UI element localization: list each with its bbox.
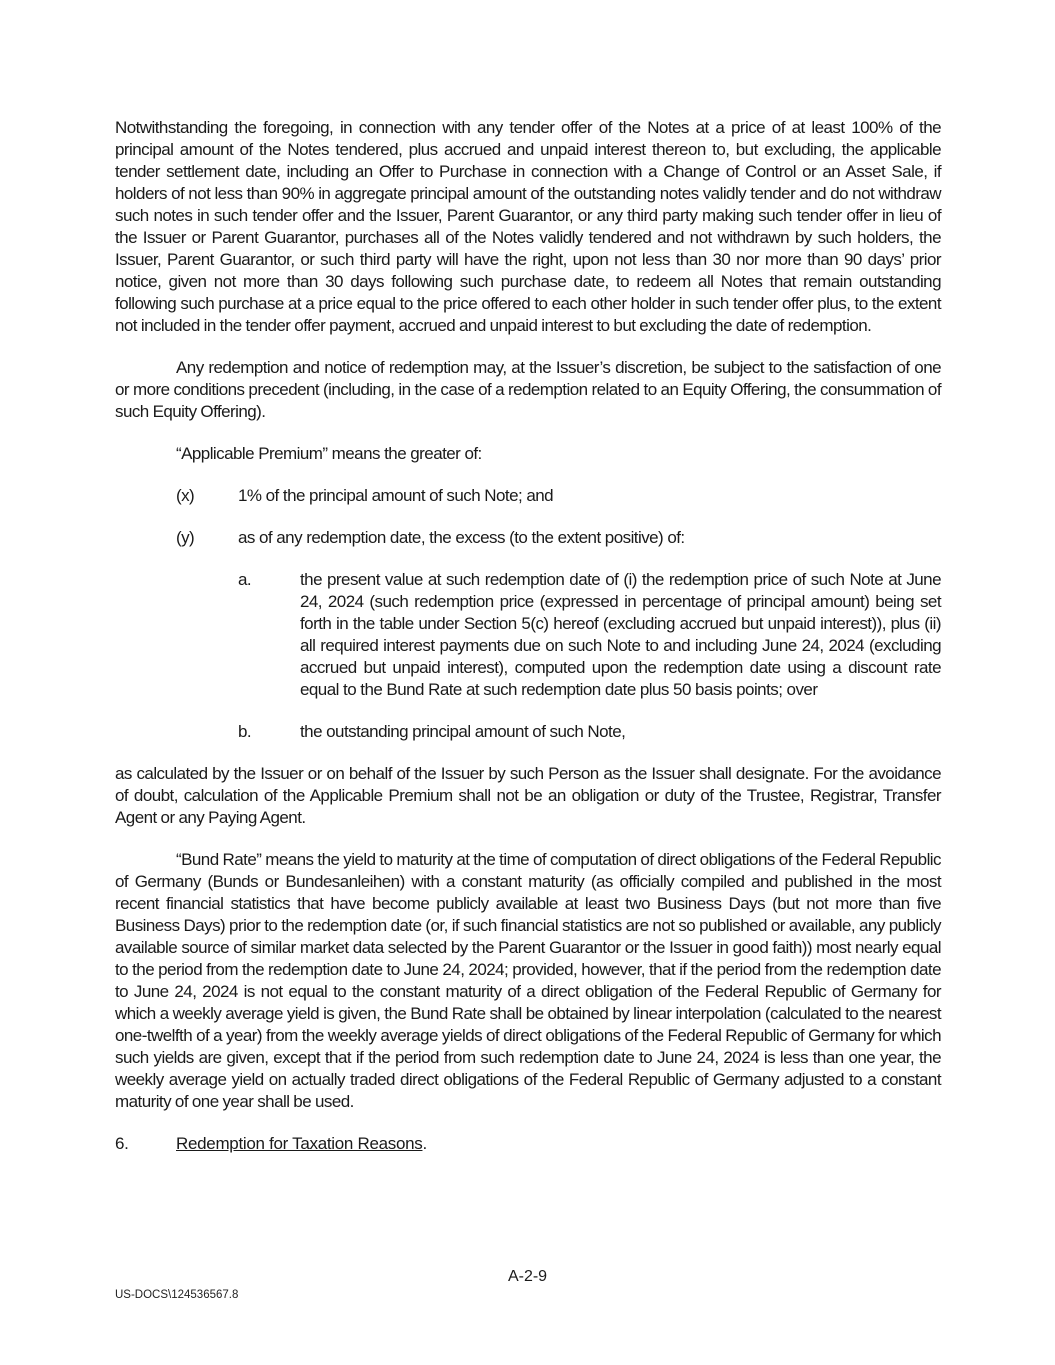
sub-item-a bbox=[238, 569, 941, 701]
list-marker: a. bbox=[238, 570, 252, 589]
section-title-period: . bbox=[422, 1134, 427, 1153]
page-number-label: A-2-9 bbox=[507, 1268, 548, 1285]
premium-item-x bbox=[176, 485, 941, 507]
section-heading bbox=[115, 1133, 941, 1155]
redemption-conditions-paragraph: Any redemption and notice of redemption may, at the Issuer’s discretion, be subject to the satisfaction of one or more conditions precedent (including, in the case of a redemption related to an Equity Offering, the consummation of such Equity Offering). bbox=[115, 358, 941, 421]
section-title: Redemption for Taxation Reasons bbox=[176, 1134, 423, 1153]
list-item-text: the present value at such redemption date of (i) the redemption price of such Note at June 24, 2024 (such redemption price (expressed in percentage of principal amount) being set forth in the table under Section 5(c) hereof (excluding accrued but unpaid interest)), plus (ii) all required interest payments due on such Note to and including June 24, 2024 (excluding accrued but unpaid interest), computed upon the redemption date using a discount rate equal to the Bund Rate at such redemption date plus 50 basis points; over bbox=[300, 570, 941, 699]
page-number bbox=[0, 1268, 1055, 1286]
list-item-text: as of any redemption date, the excess (to the extent positive) of: bbox=[238, 528, 685, 547]
list-marker: b. bbox=[238, 722, 252, 741]
sub-item-b bbox=[238, 721, 941, 743]
list-item-text: 1% of the principal amount of such Note; and bbox=[238, 486, 554, 505]
bund-rate-definition: “Bund Rate” means the yield to maturity at the time of computation of direct obligations of the Federal Republic of Germany (Bunds or Bundesanleihen) with a constant maturity (as officially compiled and published in the most recent financial statistics that have become publicly available at least two Business Days (but not more than five Business Days) prior to the redemption date (or, if such financial statistics are not so published or available, any publicly available source of similar market data selected by the Parent Guarantor or the Issuer in good faith)) most nearly equal to the period from the redemption date to June 24, 2024; provided, however, that if the period from the redemption date to June 24, 2024 is not equal to the constant maturity of a direct obligation of the Federal Republic of Germany for which a weekly average yield is given, the Bund Rate shall be obtained by linear interpolation (calculated to the nearest one-twelfth of a year) from the weekly average yields of direct obligations of the Federal Republic of Germany for which such yields are given, except that if the period from such redemption date to June 24, 2024 is less than one year, the weekly average yield on actually traded direct obligations of the Federal Republic of Germany adjusted to a constant maturity of one year shall be used. bbox=[115, 850, 941, 1111]
list-item-text: the outstanding principal amount of such Note, bbox=[300, 722, 626, 741]
list-marker: (x) bbox=[176, 486, 195, 505]
premium-item-y bbox=[176, 527, 941, 549]
applicable-premium-definition: “Applicable Premium” means the greater of: bbox=[176, 444, 482, 463]
list-marker: (y) bbox=[176, 528, 195, 547]
document-id: US-DOCS\124536567.8 bbox=[115, 1289, 239, 1301]
section-number: 6. bbox=[115, 1134, 129, 1153]
calculation-paragraph: as calculated by the Issuer or on behalf of the Issuer by such Person as the Issuer shall designate. For the avoidance of doubt, calculation of the Applicable Premium shall not be an obligation or duty of the Trustee, Registrar, Transfer Agent or any Paying Agent. bbox=[115, 764, 941, 827]
tender-offer-paragraph: Notwithstanding the foregoing, in connection with any tender offer of the Notes at a price of at least 100% of the principal amount of the Notes tendered, plus accrued and unpaid interest thereon to, but excluding, the applicable tender settlement date, including an Offer to Purchase in connection with a Change of Control or an Asset Sale, if holders of not less than 90% in aggregate principal amount of the outstanding notes validly tender and do not withdraw such notes in such tender offer and the Issuer, Parent Guarantor, or any third party making such tender offer in lieu of the Issuer or Parent Guarantor, purchases all of the Notes validly tendered and not withdrawn by such holders, the Issuer, Parent Guarantor, or such third party will have the right, upon not less than 30 nor more than 90 days’ prior notice, given not more than 30 days following such purchase date, to redeem all Notes that remain outstanding following such purchase at a price equal to the price offered to each other holder in such tender offer plus, to the extent not included in the tender offer payment, accrued and unpaid interest to but excluding the date of redemption. bbox=[115, 118, 941, 335]
document-page bbox=[115, 117, 941, 1155]
